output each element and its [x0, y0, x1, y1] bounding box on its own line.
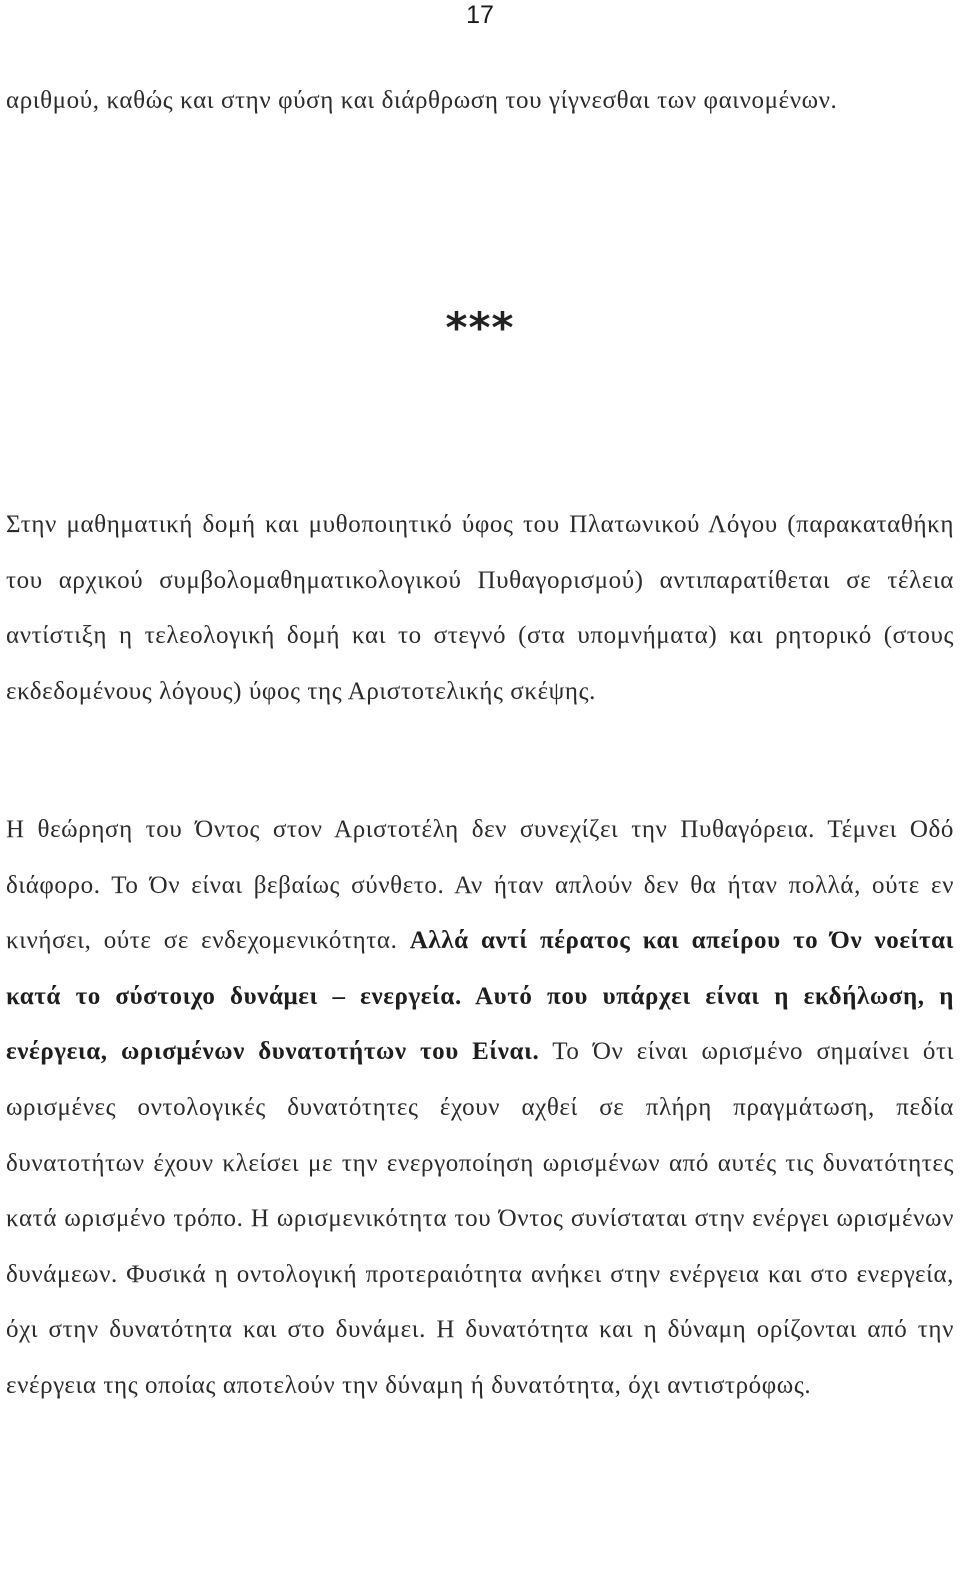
- paragraph-2: Στην μαθηματική δομή και μυθοποιητικό ύφος του Πλατωνικού Λόγου (παρακαταθήκη του αρχικού συμβολομαθηματικολογικού Πυθαγορισμού) αντιπαρατίθεται σε τέλεια αντίστιξη η τελεολογική δομή και το στεγνό (στα υπομνήματα) και ρητορικό (στους εκδεδομένους λόγους) ύφος της Αριστοτελικής σκέψης.: [6, 511, 954, 705]
- paragraph-3-text-2: Το Όν είναι ωρισμένο σημαίνει ότι ωρισμένες οντολογικές δυνατότητες έχουν αχθεί σε πλήρη πραγμάτωση, πεδία δυνατοτήτων έχουν κλείσει με την ενεργοποίηση ωρισμένων από αυτές τις δυνατότητες κατά ωρισμένο τρόπο. Η ωρισμενικότητα του Όντος συνίσταται στην ενέργει ωρισμένων δυνάμεων. Φυσικά η οντολογική προτεραιότητα ανήκει στην ενέργεια και στο ενεργεία, όχι στην δυνατότητα και στο δυνάμει. Η δυνατότητα και η δύναμη ορίζονται από την ενέργεια της οποίας αποτελούν την δύναμη ή δυνατότητα, όχι αντιστρόφως.: [6, 1038, 954, 1399]
- paragraph-1: αριθμού, καθώς και στην φύση και διάρθρωση του γίγνεσθαι των φαινομένων.: [6, 87, 838, 114]
- paragraph-3-bold-passage: Αλλά αντί πέρατος και απείρου το Όν νοείται κατά το σύστοιχο δυνάμει – ενεργεία. Αυτό που υπάρχει είναι η εκδήλωση, η ενέργεια, ωρισμένων δυνατοτήτων του Είναι.: [6, 927, 955, 1066]
- paragraph-3: [6, 802, 954, 1414]
- section-separator: ***: [445, 303, 515, 352]
- page-number: 17: [466, 1, 494, 29]
- paragraph-3-text-1: Η θεώρηση του Όντος στον Αριστοτέλη δεν συνεχίζει την Πυθαγόρεια. Τέμνει Οδό διάφορο. Το Όν είναι βεβαίως σύνθετο. Αν ήταν απλούν δεν θα ήταν πολλά, ούτε εν κινήσει, ούτε σε ενδεχομενικότητα.: [6, 816, 954, 955]
